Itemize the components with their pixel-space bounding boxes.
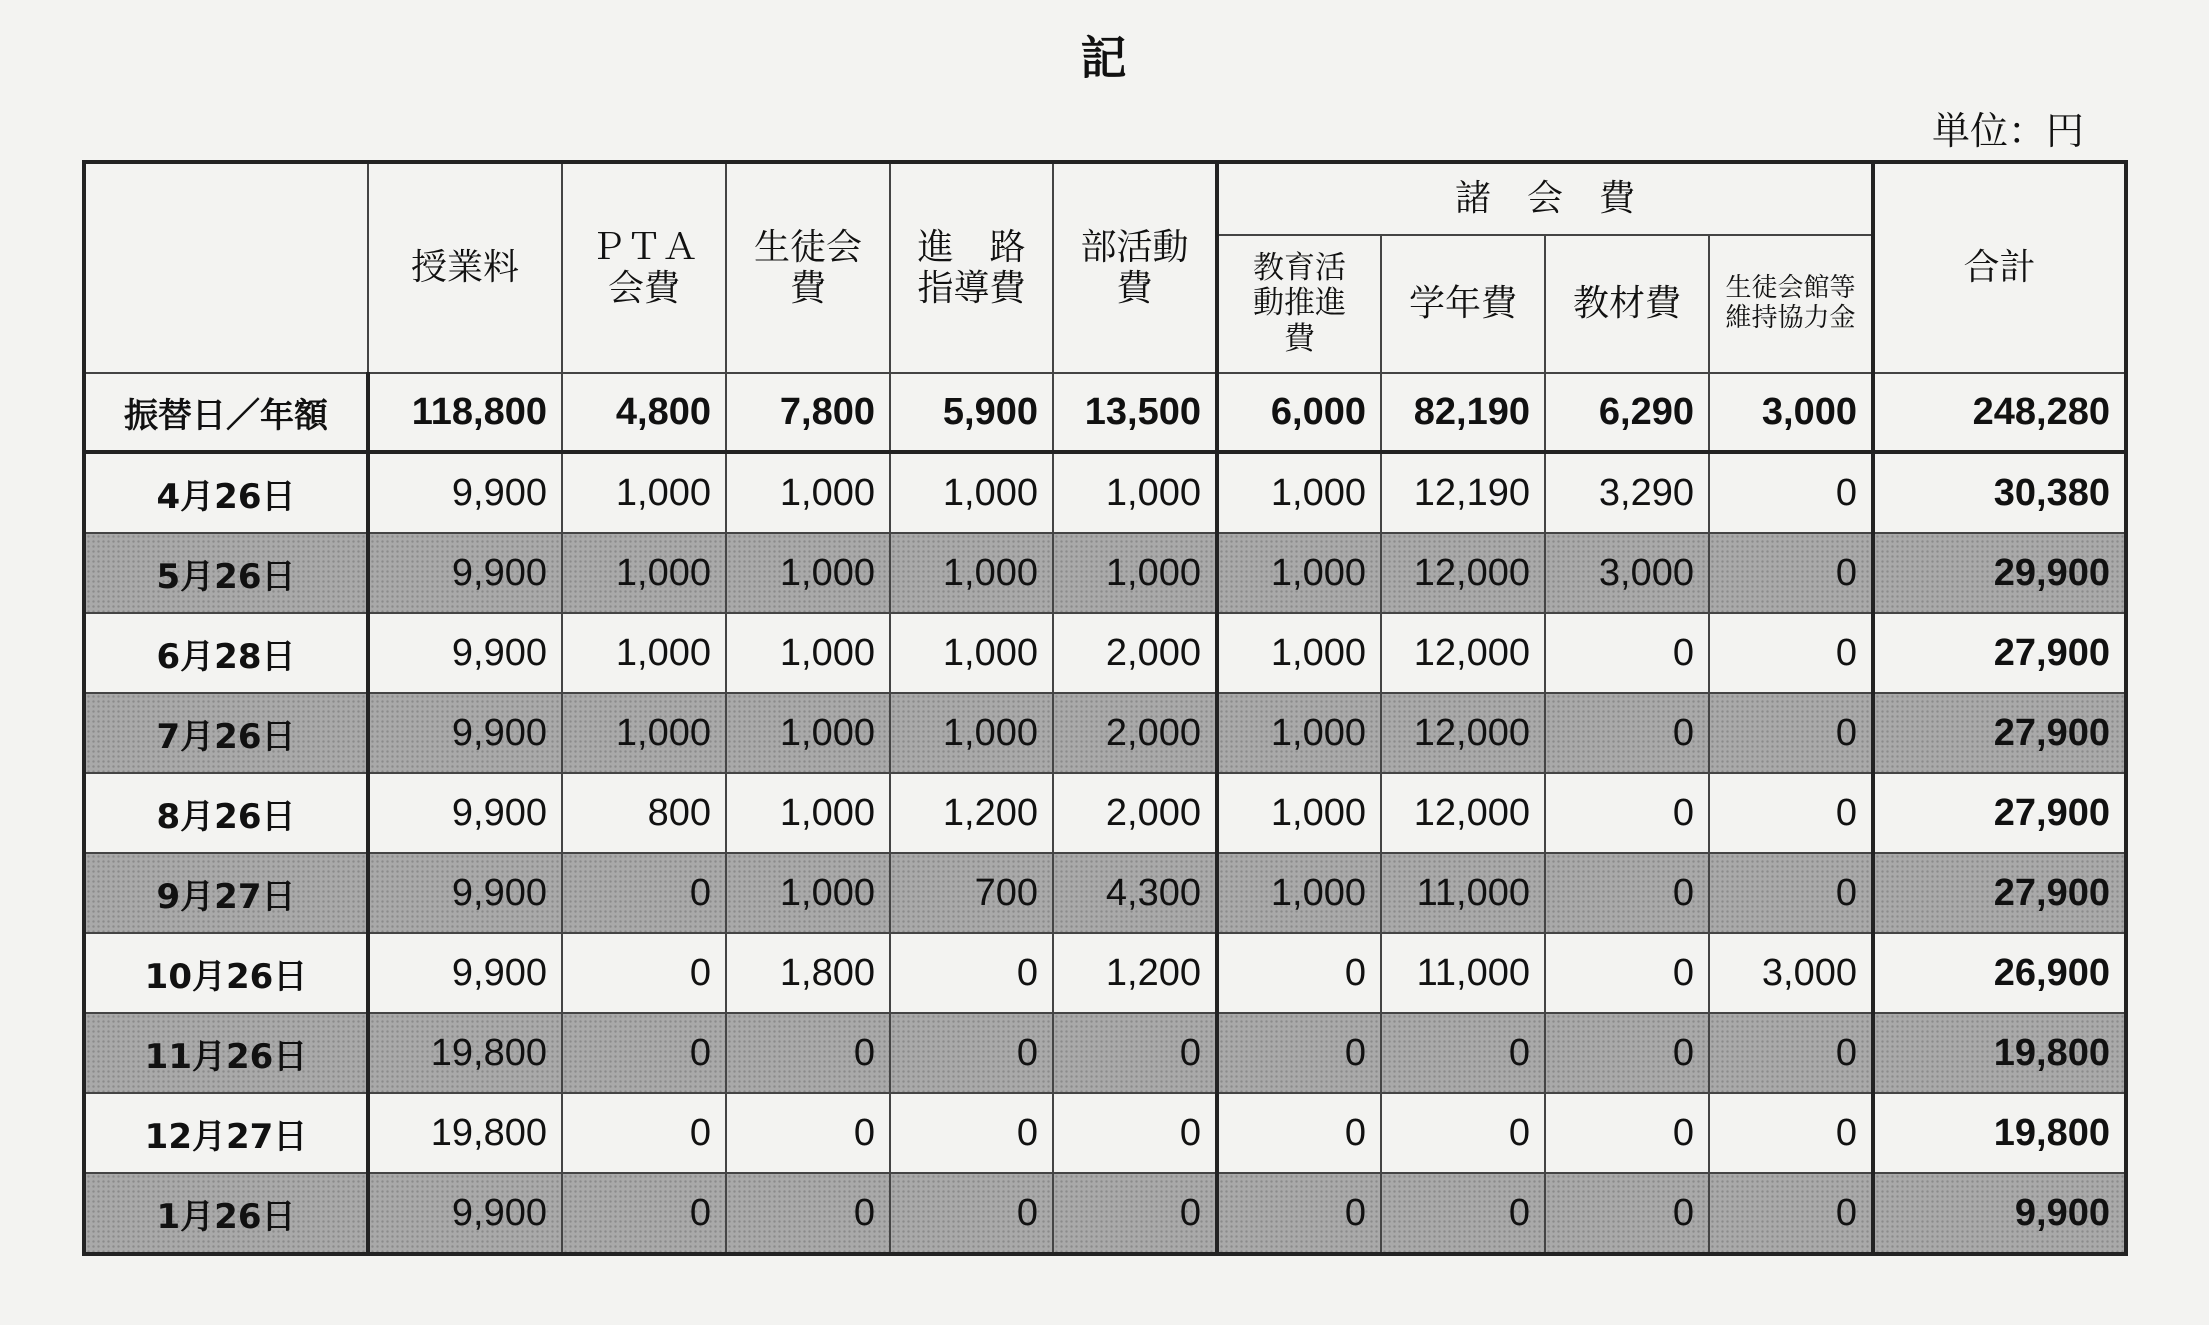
cell-education: 1,000 bbox=[1217, 533, 1381, 613]
cell-student-council: 1,800 bbox=[726, 933, 890, 1013]
cell-tuition: 9,900 bbox=[368, 452, 562, 533]
cell-tuition: 9,900 bbox=[368, 693, 562, 773]
cell-tuition: 9,900 bbox=[368, 533, 562, 613]
cell-career: 1,000 bbox=[890, 533, 1053, 613]
cell-education: 0 bbox=[1217, 1013, 1381, 1093]
cell-materials: 0 bbox=[1545, 773, 1709, 853]
cell-pta: 800 bbox=[562, 773, 726, 853]
table-row bbox=[84, 693, 2126, 773]
header-grade-fee: 学年費 bbox=[1381, 235, 1545, 373]
annual-hall: 3,000 bbox=[1709, 373, 1873, 452]
annual-grade: 82,190 bbox=[1381, 373, 1545, 452]
cell-student-council: 0 bbox=[726, 1173, 890, 1254]
cell-hall: 0 bbox=[1709, 533, 1873, 613]
cell-career: 1,000 bbox=[890, 452, 1053, 533]
cell-career: 0 bbox=[890, 1093, 1053, 1173]
cell-total: 27,900 bbox=[1873, 853, 2126, 933]
cell-hall: 0 bbox=[1709, 773, 1873, 853]
cell-pta: 1,000 bbox=[562, 452, 726, 533]
cell-materials: 0 bbox=[1545, 1173, 1709, 1254]
header-education-promotion: 教育活 動推進 費 bbox=[1217, 235, 1381, 373]
cell-materials: 3,000 bbox=[1545, 533, 1709, 613]
annual-total-row bbox=[84, 373, 2126, 452]
cell-total: 19,800 bbox=[1873, 1093, 2126, 1173]
cell-student-council: 1,000 bbox=[726, 693, 890, 773]
cell-student-council: 0 bbox=[726, 1093, 890, 1173]
cell-career: 1,000 bbox=[890, 613, 1053, 693]
cell-grade: 0 bbox=[1381, 1093, 1545, 1173]
cell-grade: 0 bbox=[1381, 1013, 1545, 1093]
row-date: 11月26日 bbox=[84, 1013, 368, 1093]
cell-grade: 11,000 bbox=[1381, 933, 1545, 1013]
cell-education: 1,000 bbox=[1217, 613, 1381, 693]
cell-student-council: 0 bbox=[726, 1013, 890, 1093]
cell-education: 1,000 bbox=[1217, 853, 1381, 933]
cell-pta: 0 bbox=[562, 853, 726, 933]
cell-grade: 12,190 bbox=[1381, 452, 1545, 533]
cell-materials: 0 bbox=[1545, 933, 1709, 1013]
cell-tuition: 9,900 bbox=[368, 773, 562, 853]
cell-total: 27,900 bbox=[1873, 613, 2126, 693]
cell-club: 4,300 bbox=[1053, 853, 1217, 933]
annual-materials: 6,290 bbox=[1545, 373, 1709, 452]
cell-career: 1,000 bbox=[890, 693, 1053, 773]
cell-hall: 0 bbox=[1709, 693, 1873, 773]
cell-total: 27,900 bbox=[1873, 693, 2126, 773]
table-row bbox=[84, 1173, 2126, 1254]
table-row bbox=[84, 613, 2126, 693]
cell-total: 9,900 bbox=[1873, 1173, 2126, 1254]
cell-education: 1,000 bbox=[1217, 693, 1381, 773]
table-row bbox=[84, 1013, 2126, 1093]
cell-club: 1,000 bbox=[1053, 452, 1217, 533]
annual-total: 248,280 bbox=[1873, 373, 2126, 452]
cell-tuition: 9,900 bbox=[368, 613, 562, 693]
document-title: 記 bbox=[1080, 31, 1129, 85]
header-total: 合計 bbox=[1873, 162, 2126, 373]
cell-student-council: 1,000 bbox=[726, 533, 890, 613]
cell-grade: 12,000 bbox=[1381, 533, 1545, 613]
cell-materials: 0 bbox=[1545, 613, 1709, 693]
annual-student-council: 7,800 bbox=[726, 373, 890, 452]
cell-hall: 0 bbox=[1709, 853, 1873, 933]
table-row bbox=[84, 853, 2126, 933]
cell-grade: 0 bbox=[1381, 1173, 1545, 1254]
cell-club: 1,000 bbox=[1053, 533, 1217, 613]
cell-education: 0 bbox=[1217, 1173, 1381, 1254]
cell-tuition: 19,800 bbox=[368, 1093, 562, 1173]
cell-career: 0 bbox=[890, 1013, 1053, 1093]
cell-materials: 0 bbox=[1545, 1093, 1709, 1173]
cell-hall: 0 bbox=[1709, 613, 1873, 693]
header-materials-fee: 教材費 bbox=[1545, 235, 1709, 373]
cell-total: 27,900 bbox=[1873, 773, 2126, 853]
cell-hall: 0 bbox=[1709, 1013, 1873, 1093]
cell-club: 2,000 bbox=[1053, 613, 1217, 693]
annual-label: 振替日／年額 bbox=[84, 373, 368, 452]
cell-career: 1,200 bbox=[890, 773, 1053, 853]
row-date: 5月26日 bbox=[84, 533, 368, 613]
annual-pta: 4,800 bbox=[562, 373, 726, 452]
annual-career: 5,900 bbox=[890, 373, 1053, 452]
cell-grade: 12,000 bbox=[1381, 773, 1545, 853]
row-date: 6月28日 bbox=[84, 613, 368, 693]
cell-club: 1,200 bbox=[1053, 933, 1217, 1013]
cell-club: 0 bbox=[1053, 1013, 1217, 1093]
header-row-top bbox=[84, 162, 2126, 235]
header-misc-fees-group: 諸 会 費 bbox=[1217, 162, 1873, 235]
cell-materials: 0 bbox=[1545, 693, 1709, 773]
cell-grade: 12,000 bbox=[1381, 613, 1545, 693]
cell-tuition: 9,900 bbox=[368, 933, 562, 1013]
row-date: 1月26日 bbox=[84, 1173, 368, 1254]
cell-career: 0 bbox=[890, 933, 1053, 1013]
cell-pta: 0 bbox=[562, 1093, 726, 1173]
cell-materials: 0 bbox=[1545, 1013, 1709, 1093]
annual-tuition: 118,800 bbox=[368, 373, 562, 452]
row-date: 7月26日 bbox=[84, 693, 368, 773]
cell-club: 0 bbox=[1053, 1173, 1217, 1254]
cell-tuition: 9,900 bbox=[368, 853, 562, 933]
header-career-guidance: 進 路 指導費 bbox=[890, 162, 1053, 373]
cell-tuition: 19,800 bbox=[368, 1013, 562, 1093]
cell-education: 0 bbox=[1217, 1093, 1381, 1173]
cell-grade: 11,000 bbox=[1381, 853, 1545, 933]
annual-education: 6,000 bbox=[1217, 373, 1381, 452]
cell-education: 1,000 bbox=[1217, 452, 1381, 533]
unit-label: 単位：円 bbox=[1931, 109, 2084, 153]
cell-pta: 1,000 bbox=[562, 693, 726, 773]
cell-club: 2,000 bbox=[1053, 773, 1217, 853]
table-row bbox=[84, 533, 2126, 613]
cell-total: 29,900 bbox=[1873, 533, 2126, 613]
annual-club: 13,500 bbox=[1053, 373, 1217, 452]
cell-pta: 0 bbox=[562, 1013, 726, 1093]
cell-pta: 0 bbox=[562, 933, 726, 1013]
header-tuition: 授業料 bbox=[368, 162, 562, 373]
header-pta: ＰＴＡ 会費 bbox=[562, 162, 726, 373]
corner-header bbox=[84, 162, 368, 373]
cell-career: 0 bbox=[890, 1173, 1053, 1254]
cell-pta: 0 bbox=[562, 1173, 726, 1254]
row-date: 10月26日 bbox=[84, 933, 368, 1013]
cell-hall: 0 bbox=[1709, 1093, 1873, 1173]
header-hall-maintenance: 生徒会館等 維持協力金 bbox=[1709, 235, 1873, 373]
row-date: 4月26日 bbox=[84, 452, 368, 533]
cell-hall: 0 bbox=[1709, 1173, 1873, 1254]
cell-student-council: 1,000 bbox=[726, 773, 890, 853]
cell-club: 2,000 bbox=[1053, 693, 1217, 773]
cell-student-council: 1,000 bbox=[726, 452, 890, 533]
cell-pta: 1,000 bbox=[562, 533, 726, 613]
table-row bbox=[84, 452, 2126, 533]
cell-total: 26,900 bbox=[1873, 933, 2126, 1013]
cell-materials: 0 bbox=[1545, 853, 1709, 933]
cell-club: 0 bbox=[1053, 1093, 1217, 1173]
table-row bbox=[84, 1093, 2126, 1173]
cell-education: 1,000 bbox=[1217, 773, 1381, 853]
cell-pta: 1,000 bbox=[562, 613, 726, 693]
cell-student-council: 1,000 bbox=[726, 853, 890, 933]
row-date: 12月27日 bbox=[84, 1093, 368, 1173]
cell-total: 19,800 bbox=[1873, 1013, 2126, 1093]
cell-student-council: 1,000 bbox=[726, 613, 890, 693]
cell-hall: 0 bbox=[1709, 452, 1873, 533]
header-club-activity: 部活動 費 bbox=[1053, 162, 1217, 373]
row-date: 9月27日 bbox=[84, 853, 368, 933]
cell-career: 700 bbox=[890, 853, 1053, 933]
row-date: 8月26日 bbox=[84, 773, 368, 853]
cell-education: 0 bbox=[1217, 933, 1381, 1013]
cell-materials: 3,290 bbox=[1545, 452, 1709, 533]
cell-grade: 12,000 bbox=[1381, 693, 1545, 773]
table-row bbox=[84, 773, 2126, 853]
cell-total: 30,380 bbox=[1873, 452, 2126, 533]
cell-hall: 3,000 bbox=[1709, 933, 1873, 1013]
fee-schedule-table bbox=[82, 160, 2128, 1256]
header-student-council: 生徒会 費 bbox=[726, 162, 890, 373]
table-row bbox=[84, 933, 2126, 1013]
cell-tuition: 9,900 bbox=[368, 1173, 562, 1254]
